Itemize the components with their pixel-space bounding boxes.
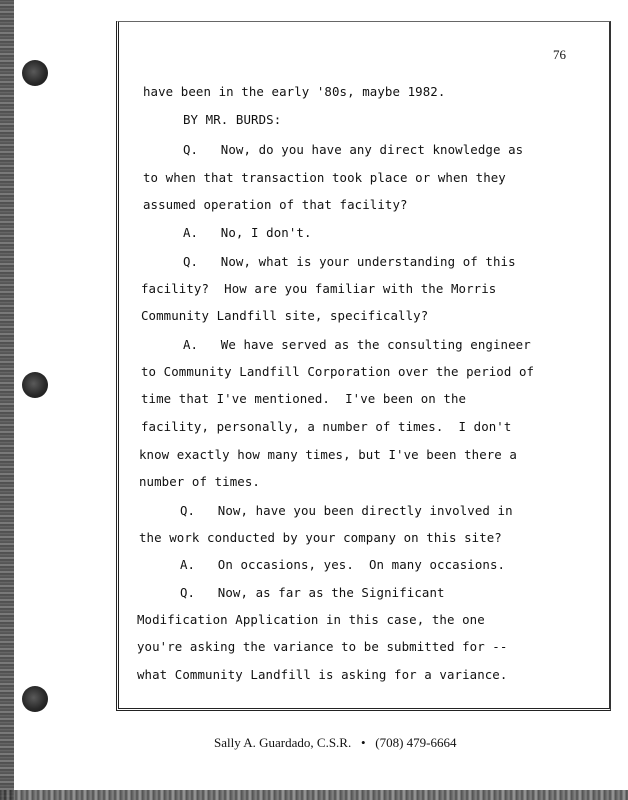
punch-hole <box>22 60 48 86</box>
punch-hole <box>22 372 48 398</box>
transcript-line: A. No, I don't. <box>183 225 312 240</box>
page-number: 76 <box>553 47 566 62</box>
transcript-line: A. We have served as the consulting engineer <box>183 337 531 352</box>
transcript-line: Q. Now, as far as the Significant <box>180 585 445 600</box>
transcript-line: time that I've mentioned. I've been on the <box>141 391 467 406</box>
transcript-line: facility? How are you familiar with the Morris <box>141 281 497 296</box>
transcript-line: number of times. <box>139 474 260 489</box>
transcript-line: you're asking the variance to be submitted for -- <box>137 639 508 654</box>
transcript-line: assumed operation of that facility? <box>143 197 408 212</box>
transcript-line: Modification Application in this case, the one <box>137 612 485 627</box>
reporter-footer: Sally A. Guardado, C.S.R. • (708) 479-6664 <box>214 735 457 750</box>
transcript-line: A. On occasions, yes. On many occasions. <box>180 557 506 572</box>
transcript-line: Q. Now, do you have any direct knowledge as <box>183 142 524 157</box>
transcript-line: what Community Landfill is asking for a variance. <box>137 667 508 682</box>
transcript-line: BY MR. BURDS: <box>183 112 282 127</box>
transcript-line: facility, personally, a number of times. I don't <box>141 419 512 434</box>
scan-edge-left <box>0 0 14 800</box>
transcript-line: the work conducted by your company on this site? <box>139 530 502 545</box>
punch-hole <box>22 686 48 712</box>
transcript-line: to when that transaction took place or when they <box>143 170 506 185</box>
transcript-line: Q. Now, what is your understanding of this <box>183 254 516 269</box>
transcript-line: to Community Landfill Corporation over the period of <box>141 364 535 379</box>
transcript-line: Q. Now, have you been directly involved in <box>180 503 513 518</box>
transcript-line: know exactly how many times, but I've been there a <box>139 447 517 462</box>
scan-edge-bottom <box>0 790 628 800</box>
transcript-line: Community Landfill site, specifically? <box>141 308 429 323</box>
transcript-line: have been in the early '80s, maybe 1982. <box>143 84 446 99</box>
